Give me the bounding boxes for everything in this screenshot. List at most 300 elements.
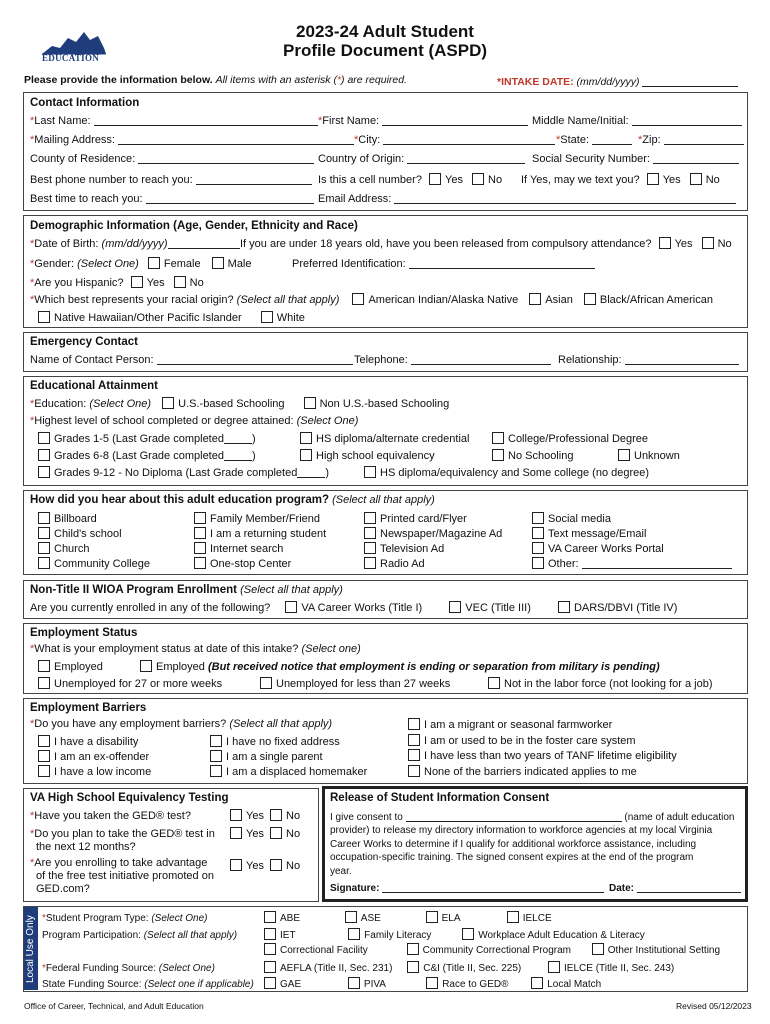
last-name-label: Last Name: bbox=[34, 115, 91, 127]
state-piva-checkbox[interactable] bbox=[348, 977, 360, 989]
best-time-field[interactable] bbox=[146, 193, 314, 204]
participation-community-correctional-checkbox[interactable] bbox=[407, 943, 419, 955]
state-row: *State: bbox=[556, 134, 632, 146]
instructions-italic-a: All items with an asterisk ( bbox=[215, 74, 337, 86]
wioa-question: Are you currently enrolled in any of the following? bbox=[30, 602, 271, 614]
cell-no-label: No bbox=[488, 174, 503, 186]
ged-q3-yes-checkbox[interactable] bbox=[230, 859, 242, 871]
ssn-label: Social Security Number: bbox=[532, 153, 650, 165]
hear-select-all: (Select all that apply) bbox=[332, 494, 435, 506]
emergency-name-field[interactable] bbox=[157, 354, 353, 365]
emergency-phone-row bbox=[354, 354, 551, 366]
employment-status-section bbox=[23, 623, 748, 694]
hispanic-no-label: No bbox=[189, 277, 204, 289]
barrier-migrant-checkbox[interactable] bbox=[408, 718, 420, 730]
dob-label: Date of Birth: bbox=[34, 238, 99, 250]
barrier-none-checkbox[interactable] bbox=[408, 765, 420, 777]
employed-row bbox=[38, 660, 103, 673]
first-name-field[interactable] bbox=[382, 115, 528, 126]
program-ase-checkbox[interactable] bbox=[345, 911, 357, 923]
mailing-row: *Mailing Address: bbox=[30, 134, 354, 146]
hear-text-checkbox[interactable] bbox=[532, 527, 544, 539]
emergency-name-label: Name of Contact Person: bbox=[30, 354, 154, 366]
cell-row bbox=[318, 173, 502, 186]
ged-q2-no-label: No bbox=[286, 828, 301, 840]
ged-q2-yes-checkbox[interactable] bbox=[230, 827, 242, 839]
barriers-section bbox=[23, 698, 748, 784]
consent-date-field[interactable] bbox=[637, 882, 741, 893]
employed-notice-label: Employed bbox=[156, 661, 205, 673]
program-abe-checkbox[interactable] bbox=[264, 911, 276, 923]
participation-other-institutional-checkbox[interactable] bbox=[592, 943, 604, 955]
best-time-label: Best time to reach you: bbox=[30, 193, 143, 205]
consent-line1a: I give consent to bbox=[330, 812, 403, 823]
hear-family-checkbox[interactable] bbox=[194, 512, 206, 524]
instructions bbox=[24, 74, 407, 86]
college-checkbox[interactable] bbox=[492, 432, 504, 444]
barrier-tanf-checkbox[interactable] bbox=[408, 749, 420, 761]
middle-name-field[interactable] bbox=[632, 115, 742, 126]
ged-q1-label: Have you taken the GED® test? bbox=[34, 810, 191, 822]
last-name-field[interactable] bbox=[94, 115, 318, 126]
emergency-phone-field[interactable] bbox=[411, 354, 551, 365]
ged-q3-yes-label: Yes bbox=[246, 860, 264, 872]
ssn-row bbox=[532, 153, 739, 165]
hs-alt-checkbox[interactable] bbox=[300, 432, 312, 444]
text-question: If Yes, may we text you? bbox=[521, 174, 640, 186]
dob-row: *Date of Birth: (mm/dd/yyyy) bbox=[30, 238, 240, 250]
unemployed-27-checkbox[interactable] bbox=[38, 677, 50, 689]
barrier-homemaker-checkbox[interactable] bbox=[210, 765, 222, 777]
education-select-one: (Select One) bbox=[89, 398, 152, 410]
unemployed-less-label: Unemployed for less than 27 weeks bbox=[276, 678, 451, 690]
hispanic-no-checkbox[interactable] bbox=[174, 276, 186, 288]
first-name-label: First Name: bbox=[322, 115, 380, 127]
non-us-label: Non U.S.-based Schooling bbox=[319, 398, 450, 410]
logo-text: EDUCATION bbox=[42, 53, 100, 63]
barrier-low-income-label: I have a low income bbox=[54, 766, 152, 778]
intake-date bbox=[497, 76, 738, 88]
consent-line4: occupation-specific training. The signed consent expires at the end of the program bbox=[330, 852, 694, 864]
female-checkbox[interactable] bbox=[148, 257, 160, 269]
education-type-label: Education: bbox=[34, 398, 87, 410]
title-line-1: 2023-24 Adult Student bbox=[296, 22, 474, 41]
race-row-2 bbox=[38, 311, 305, 324]
cell-no-checkbox[interactable] bbox=[472, 173, 484, 185]
barriers-col-3 bbox=[408, 718, 677, 780]
hs-some-college-label: HS diploma/equivalency and Some college (no degree) bbox=[380, 467, 650, 479]
hear-text-label: Text message/Email bbox=[548, 528, 647, 540]
hear-church-label: Church bbox=[54, 543, 90, 555]
barrier-none-label: None of the barriers indicated applies to me bbox=[424, 765, 637, 778]
unemployed-27-label: Unemployed for 27 or more weeks bbox=[54, 678, 223, 690]
education-section bbox=[23, 376, 748, 486]
grades-9-12-label: Grades 9-12 - No Diploma (Last Grade completed bbox=[54, 467, 298, 479]
zip-row: *Zip: bbox=[638, 134, 744, 146]
city-label: City: bbox=[358, 134, 381, 146]
relationship-field[interactable] bbox=[625, 354, 739, 365]
barriers-heading: Employment Barriers bbox=[30, 702, 147, 714]
employed-notice-row bbox=[140, 660, 660, 673]
ged-q2-no-checkbox[interactable] bbox=[270, 827, 282, 839]
barrier-disability-label: I have a disability bbox=[54, 736, 139, 748]
state-race-ged-label: Race to GED® bbox=[442, 979, 509, 990]
race-white-checkbox[interactable] bbox=[261, 311, 273, 323]
hear-social-checkbox[interactable] bbox=[532, 512, 544, 524]
race-asian-checkbox[interactable] bbox=[529, 293, 541, 305]
hear-internet-checkbox[interactable] bbox=[194, 542, 206, 554]
barrier-option bbox=[408, 749, 677, 765]
participation-family-label: Family Literacy bbox=[364, 930, 432, 941]
provider-name-field[interactable] bbox=[406, 812, 622, 822]
ged-q3-label-c: GED.com? bbox=[36, 883, 90, 895]
hear-option bbox=[364, 512, 502, 527]
cell-question: Is this a cell number? bbox=[318, 174, 422, 186]
zip-label: Zip: bbox=[642, 134, 661, 146]
footer-right: Revised 05/12/2023 bbox=[676, 1001, 752, 1011]
local-use-label: Local Use Only bbox=[25, 915, 36, 983]
hs-equiv-row bbox=[300, 449, 435, 462]
federal-ielce-label: IELCE (Title II, Sec. 243) bbox=[564, 963, 675, 974]
barrier-no-address-label: I have no fixed address bbox=[226, 736, 340, 748]
program-ielce-label: IELCE bbox=[522, 913, 552, 924]
hear-flyer-label: Printed card/Flyer bbox=[380, 513, 467, 525]
preferred-id-label: Preferred Identification: bbox=[292, 258, 406, 270]
ged-q1-answers bbox=[230, 809, 300, 822]
hear-one-stop-label: One-stop Center bbox=[210, 558, 292, 570]
participation-iet-checkbox[interactable] bbox=[264, 928, 276, 940]
hear-option bbox=[38, 527, 150, 542]
ged-q2-yes-label: Yes bbox=[246, 828, 264, 840]
intake-label: *INTAKE DATE: bbox=[497, 76, 574, 88]
college-row bbox=[492, 432, 648, 445]
wioa-vcw-label: VA Career Works (Title I) bbox=[301, 602, 423, 614]
unemployed-27-row bbox=[38, 677, 222, 690]
participation-family-checkbox[interactable] bbox=[348, 928, 360, 940]
gender-select-one: (Select One) bbox=[77, 258, 139, 270]
participation-select-all: (Select all that apply) bbox=[143, 930, 238, 941]
hear-billboard-label: Billboard bbox=[54, 513, 97, 525]
contact-section bbox=[23, 92, 748, 211]
zip-field[interactable] bbox=[664, 134, 744, 145]
mailing-label: Mailing Address: bbox=[34, 134, 115, 146]
wioa-vec-checkbox[interactable] bbox=[449, 601, 461, 613]
hear-other-checkbox[interactable] bbox=[532, 557, 544, 569]
under18-yes-label: Yes bbox=[674, 238, 693, 250]
barrier-option bbox=[210, 735, 367, 750]
hear-radio-checkbox[interactable] bbox=[364, 557, 376, 569]
middle-name-label: Middle Name/Initial: bbox=[532, 115, 629, 127]
relationship-label: Relationship: bbox=[558, 354, 622, 366]
hear-option bbox=[38, 512, 150, 527]
first-name-row: *First Name: bbox=[318, 115, 528, 127]
consent-date-label: Date: bbox=[609, 883, 635, 894]
employed-label: Employed bbox=[54, 661, 103, 673]
participation-workplace-checkbox[interactable] bbox=[462, 928, 474, 940]
cell-yes-checkbox[interactable] bbox=[429, 173, 441, 185]
employment-status-heading: Employment Status bbox=[30, 627, 138, 639]
grades-6-8-label: Grades 6-8 (Last Grade completed bbox=[54, 450, 224, 462]
ged-q1-yes-checkbox[interactable] bbox=[230, 809, 242, 821]
male-label: Male bbox=[227, 258, 252, 270]
federal-ci-label: C&I (Title II, Sec. 225) bbox=[423, 963, 522, 974]
hear-other-field[interactable] bbox=[582, 558, 732, 569]
dob-field[interactable] bbox=[168, 238, 240, 249]
male-checkbox[interactable] bbox=[212, 257, 224, 269]
us-based-checkbox[interactable] bbox=[162, 397, 174, 409]
participation-correctional-label: Correctional Facility bbox=[280, 945, 368, 956]
mailing-field[interactable] bbox=[118, 134, 354, 145]
employment-question: What is your employment status at date of this intake? bbox=[34, 643, 299, 655]
hear-one-stop-checkbox[interactable] bbox=[194, 557, 206, 569]
hear-childs-school-checkbox[interactable] bbox=[38, 527, 50, 539]
state-field[interactable] bbox=[592, 134, 632, 145]
wioa-vcw-checkbox[interactable] bbox=[285, 601, 297, 613]
state-local-match-checkbox[interactable] bbox=[531, 977, 543, 989]
under18-no-label: No bbox=[717, 238, 732, 250]
consent-section bbox=[322, 786, 748, 902]
barrier-no-address-checkbox[interactable] bbox=[210, 735, 222, 747]
state-funding-select-one: (Select one if applicable) bbox=[144, 979, 254, 990]
female-label: Female bbox=[163, 258, 201, 270]
employed-checkbox[interactable] bbox=[38, 660, 50, 672]
hs-some-college-checkbox[interactable] bbox=[364, 466, 376, 478]
barrier-migrant-label: I am a migrant or seasonal farmworker bbox=[424, 719, 613, 731]
phone-field[interactable] bbox=[196, 174, 312, 185]
demographic-section bbox=[23, 215, 748, 328]
unemployed-less-checkbox[interactable] bbox=[260, 677, 272, 689]
grades-9-12-paren: ) bbox=[325, 467, 330, 479]
barrier-foster-checkbox[interactable] bbox=[408, 734, 420, 746]
participation-iet-label: IET bbox=[280, 930, 296, 941]
country-field[interactable] bbox=[407, 153, 525, 164]
phone-label: Best phone number to reach you: bbox=[30, 174, 193, 186]
country-label: Country of Origin: bbox=[318, 153, 405, 165]
last-name-row: *Last Name: bbox=[30, 115, 318, 127]
grades-6-8-checkbox[interactable] bbox=[38, 449, 50, 461]
ged-q2-label-a: Do you plan to take the GED® test in bbox=[34, 828, 215, 840]
logo bbox=[38, 28, 110, 64]
wioa-vec-label: VEC (Title III) bbox=[465, 602, 531, 614]
federal-options bbox=[264, 961, 674, 974]
hear-option bbox=[194, 542, 326, 557]
race-hawaiian-checkbox[interactable] bbox=[38, 311, 50, 323]
not-labor-checkbox[interactable] bbox=[488, 677, 500, 689]
race-question: Which best represents your racial origin? bbox=[34, 294, 234, 306]
participation-label: Program Participation: bbox=[42, 930, 141, 941]
ged-q2: *Do you plan to take the GED® test in the next 12 months? bbox=[30, 828, 215, 853]
dob-format: (mm/dd/yyyy) bbox=[101, 238, 168, 250]
participation-options-1 bbox=[264, 928, 645, 941]
grades-6-8-field[interactable] bbox=[224, 450, 252, 461]
program-type-options bbox=[264, 911, 552, 924]
hear-vcw-portal-checkbox[interactable] bbox=[532, 542, 544, 554]
ged-q2-answers bbox=[230, 827, 300, 840]
grades-1-5-row bbox=[38, 432, 256, 445]
hs-alt-label: HS diploma/alternate credential bbox=[316, 433, 470, 445]
participation-options-2 bbox=[264, 943, 720, 956]
participation-correctional-checkbox[interactable] bbox=[264, 943, 276, 955]
hear-option bbox=[194, 527, 326, 542]
employment-question-row: *What is your employment status at date of this intake? (Select one) bbox=[30, 643, 361, 655]
demographic-heading: Demographic Information (Age, Gender, Ethnicity and Race) bbox=[30, 220, 358, 232]
no-school-checkbox[interactable] bbox=[492, 449, 504, 461]
signature-field[interactable] bbox=[382, 882, 604, 893]
hear-newspaper-checkbox[interactable] bbox=[364, 527, 376, 539]
federal-ci-checkbox[interactable] bbox=[407, 961, 419, 973]
barrier-single-parent-checkbox[interactable] bbox=[210, 750, 222, 762]
consent-line5: year. bbox=[330, 865, 352, 877]
wioa-dars-label: DARS/DBVI (Title IV) bbox=[573, 602, 678, 614]
hear-option bbox=[364, 527, 502, 542]
gender-row: *Gender: (Select One) Female Male bbox=[30, 258, 252, 270]
ged-q3-label-b: of the free test initiative promoted on bbox=[36, 870, 214, 882]
grades-9-12-checkbox[interactable] bbox=[38, 466, 50, 478]
hear-option bbox=[364, 542, 502, 557]
signature-label: Signature: bbox=[330, 883, 380, 894]
hear-community-college-checkbox[interactable] bbox=[38, 557, 50, 569]
wioa-dars-checkbox[interactable] bbox=[558, 601, 570, 613]
footer-left: Office of Career, Technical, and Adult Education bbox=[24, 1001, 204, 1011]
ged-section bbox=[23, 788, 319, 902]
ged-q3-no-label: No bbox=[286, 860, 301, 872]
intake-date-field[interactable] bbox=[642, 76, 738, 87]
county-field[interactable] bbox=[138, 153, 314, 164]
participation-row bbox=[42, 930, 237, 941]
state-funding-label: State Funding Source: bbox=[42, 979, 142, 990]
hear-option bbox=[364, 557, 502, 572]
race-black-checkbox[interactable] bbox=[584, 293, 596, 305]
text-no-checkbox[interactable] bbox=[690, 173, 702, 185]
hear-col-3 bbox=[364, 512, 502, 572]
race-black-label: Black/African American bbox=[599, 294, 713, 306]
hear-option bbox=[38, 557, 150, 572]
state-gae-checkbox[interactable] bbox=[264, 977, 276, 989]
hear-tv-label: Television Ad bbox=[380, 543, 445, 555]
state-funding-row bbox=[42, 979, 254, 990]
barrier-option bbox=[38, 735, 151, 750]
hs-equiv-checkbox[interactable] bbox=[300, 449, 312, 461]
hear-tv-checkbox[interactable] bbox=[364, 542, 376, 554]
text-yes-checkbox[interactable] bbox=[647, 173, 659, 185]
hear-flyer-checkbox[interactable] bbox=[364, 512, 376, 524]
hear-col-2 bbox=[194, 512, 326, 572]
ssn-field[interactable] bbox=[653, 153, 739, 164]
race-american-indian-checkbox[interactable] bbox=[352, 293, 364, 305]
city-row: *City: bbox=[354, 134, 555, 146]
state-race-ged-checkbox[interactable] bbox=[426, 977, 438, 989]
federal-label: Federal Funding Source: bbox=[45, 963, 156, 974]
program-ase-label: ASE bbox=[360, 913, 381, 924]
barrier-option bbox=[38, 750, 151, 765]
hear-option bbox=[532, 542, 732, 557]
employed-notice-checkbox[interactable] bbox=[140, 660, 152, 672]
barriers-col-2 bbox=[210, 735, 367, 780]
emergency-name-row bbox=[30, 354, 353, 366]
grades-1-5-field[interactable] bbox=[224, 433, 252, 444]
state-label: State: bbox=[560, 134, 590, 146]
email-field[interactable] bbox=[394, 193, 736, 204]
hear-internet-label: Internet search bbox=[210, 543, 284, 555]
barriers-select-all: (Select all that apply) bbox=[229, 718, 333, 730]
hear-heading-row bbox=[30, 494, 435, 506]
hear-billboard-checkbox[interactable] bbox=[38, 512, 50, 524]
hear-other-label: Other: bbox=[548, 558, 579, 570]
not-labor-row bbox=[488, 677, 713, 690]
race-asian-label: Asian bbox=[545, 294, 573, 306]
grades-6-8-row bbox=[38, 449, 256, 462]
program-ielce-checkbox[interactable] bbox=[507, 911, 519, 923]
hispanic-yes-label: Yes bbox=[146, 277, 165, 289]
under18-yes-checkbox[interactable] bbox=[659, 237, 671, 249]
ged-q3-label-a: Are you enrolling to take advantage bbox=[34, 857, 208, 869]
race-white-label: White bbox=[276, 312, 305, 324]
under18-question: If you are under 18 years old, have you been released from compulsory attendance? bbox=[240, 238, 652, 250]
text-row bbox=[521, 173, 720, 186]
federal-aefla-checkbox[interactable] bbox=[264, 961, 276, 973]
under18-no-checkbox[interactable] bbox=[702, 237, 714, 249]
country-row bbox=[318, 153, 525, 165]
hear-option bbox=[532, 557, 732, 572]
barrier-low-income-checkbox[interactable] bbox=[38, 765, 50, 777]
grades-6-8-paren: ) bbox=[251, 450, 256, 462]
hispanic-yes-checkbox[interactable] bbox=[131, 276, 143, 288]
federal-ielce-checkbox[interactable] bbox=[548, 961, 560, 973]
ged-q3-no-checkbox[interactable] bbox=[270, 859, 282, 871]
hear-returning-checkbox[interactable] bbox=[194, 527, 206, 539]
hear-family-label: Family Member/Friend bbox=[210, 513, 321, 525]
hear-church-checkbox[interactable] bbox=[38, 542, 50, 554]
local-use-section bbox=[23, 906, 748, 992]
barrier-disability-checkbox[interactable] bbox=[38, 735, 50, 747]
consent-heading: Release of Student Information Consent bbox=[330, 792, 550, 804]
highest-select-one: (Select One) bbox=[296, 415, 359, 427]
city-field[interactable] bbox=[383, 134, 555, 145]
education-type-row: *Education: (Select One) U.S.-based Schooling Non U.S.-based Schooling bbox=[30, 398, 450, 410]
non-us-checkbox[interactable] bbox=[304, 397, 316, 409]
race-select-all: (Select all that apply) bbox=[236, 294, 340, 306]
hear-newspaper-label: Newspaper/Magazine Ad bbox=[380, 528, 503, 540]
consent-text bbox=[330, 811, 742, 878]
program-type-select-one: (Select One) bbox=[151, 913, 208, 924]
barrier-ex-offender-checkbox[interactable] bbox=[38, 750, 50, 762]
title-line-2: Profile Document (ASPD) bbox=[282, 41, 488, 60]
consent-line3: Career Works to determine if I qualify for additional workforce assistance, including bbox=[330, 838, 697, 850]
participation-workplace-label: Workplace Adult Education & Literacy bbox=[478, 930, 645, 941]
preferred-id-field[interactable] bbox=[409, 258, 595, 269]
program-type-label: Student Program Type: bbox=[45, 913, 149, 924]
unknown-checkbox[interactable] bbox=[618, 449, 630, 461]
grades-1-5-checkbox[interactable] bbox=[38, 432, 50, 444]
hear-childs-school-label: Child's school bbox=[54, 528, 122, 540]
participation-community-correctional-label: Community Correctional Program bbox=[422, 945, 571, 956]
middle-name-row bbox=[532, 115, 742, 127]
hear-option bbox=[532, 527, 732, 542]
barrier-option bbox=[408, 718, 677, 734]
hear-section bbox=[23, 490, 748, 575]
hear-col-1 bbox=[38, 512, 150, 572]
hear-community-college-label: Community College bbox=[54, 558, 150, 570]
program-ela-checkbox[interactable] bbox=[426, 911, 438, 923]
grades-9-12-field[interactable] bbox=[297, 467, 325, 478]
federal-aefla-label: AEFLA (Title II, Sec. 231) bbox=[280, 963, 393, 974]
page-title bbox=[235, 22, 535, 60]
barrier-option bbox=[408, 765, 677, 781]
barriers-question-row: *Do you have any employment barriers? (Select all that apply) bbox=[30, 718, 333, 730]
ged-q1-no-checkbox[interactable] bbox=[270, 809, 282, 821]
hear-radio-label: Radio Ad bbox=[380, 558, 425, 570]
county-label: County of Residence: bbox=[30, 153, 136, 165]
